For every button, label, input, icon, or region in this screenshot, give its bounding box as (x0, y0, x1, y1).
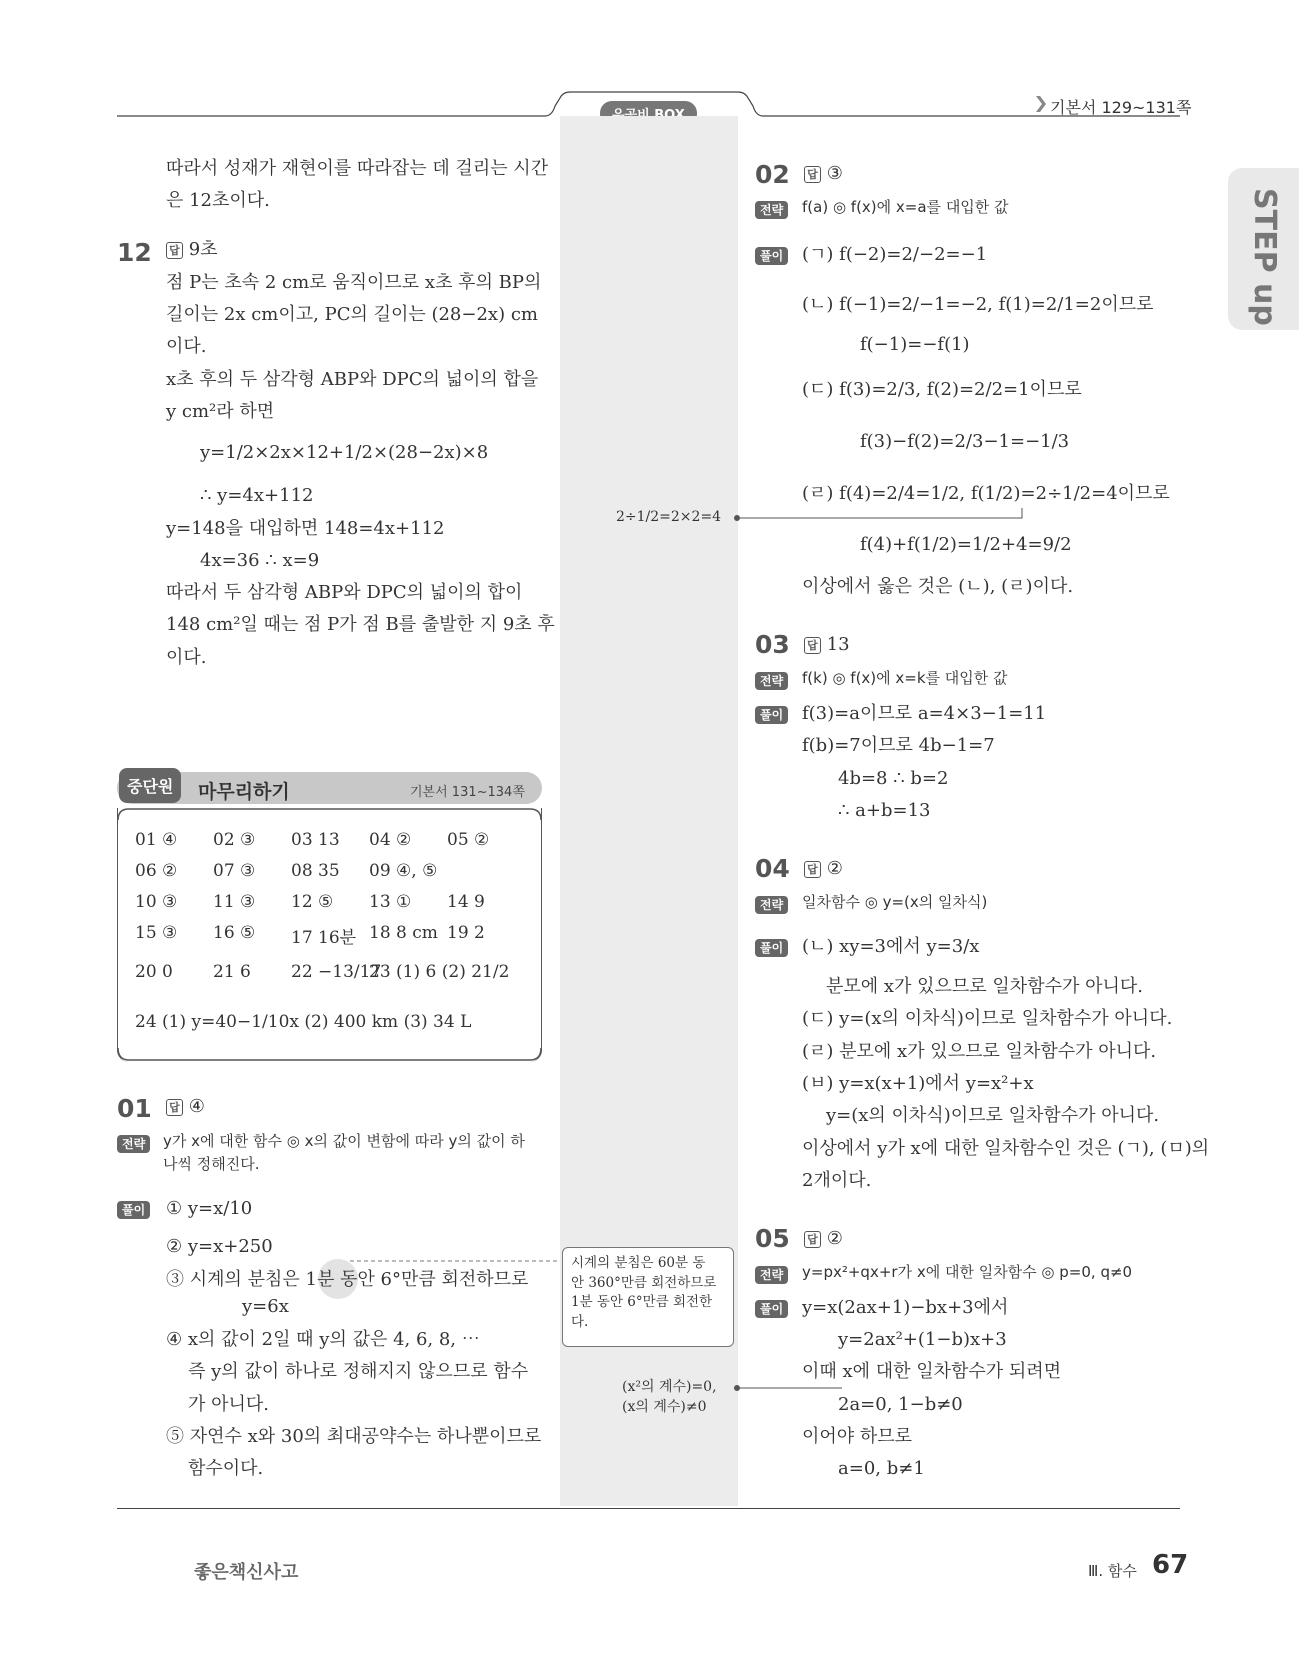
note2-leader (350, 1256, 565, 1266)
note-coef-1: (x²의 계수)=0, (622, 1379, 717, 1395)
q05-line-5: 이어야 하므로 (802, 1426, 913, 1447)
q03-answer-row (804, 636, 850, 654)
review-answer-cell: 15 ③ (135, 923, 178, 943)
q01-strategy-tag: 전략 (117, 1132, 150, 1153)
review-answer-cell: 19 2 (447, 923, 485, 943)
q05-line-6: a=0, b≠1 (838, 1458, 925, 1479)
q04-line-4: (ㄹ) 분모에 x가 있으므로 일차함수가 아니다. (802, 1041, 1157, 1062)
answer-icon: 답 (804, 1231, 821, 1248)
q02-number: 02 (755, 160, 790, 189)
review-answer-cell: 09 ④, ⑤ (369, 861, 438, 881)
header-ref: 기본서 129~131쪽 (1050, 98, 1192, 117)
q12-eq3: y=148을 대입하면 148=4x+112 (166, 518, 445, 539)
q02-line-4: (ㄷ) f(3)=2/3, f(2)=2/2=1이므로 (802, 379, 1082, 400)
q05-line-3: 이때 x에 대한 일차함수가 되려면 (802, 1361, 1062, 1382)
note-coef-2: (x의 계수)≠0 (622, 1399, 707, 1415)
step-up-tab: STEP up (1228, 168, 1299, 330)
q03-line-1: f(3)=a이므로 a=4×3−1=11 (802, 703, 1047, 724)
answer-icon: 답 (166, 242, 183, 259)
q01-answer: ④ (188, 1096, 205, 1117)
q03-strategy-tag: 전략 (755, 669, 788, 690)
q12-eq2: ∴ y=4x+112 (200, 485, 314, 506)
answer-icon: 답 (804, 637, 821, 654)
q12-answer-row (166, 241, 218, 259)
q12-concl-3: 이다. (166, 647, 207, 668)
intro-line-1: 따라서 성재가 재현이를 따라잡는 데 걸리는 시간 (166, 158, 549, 179)
q05-number: 05 (755, 1224, 790, 1253)
review-ref: 기본서 131~134쪽 (410, 785, 525, 800)
q03-strategy: f(k) ◎ f(x)에 x=k를 대입한 값 (802, 669, 1008, 687)
q02-line-6: (ㄹ) f(4)=2/4=1/2, f(1/2)=2÷1/2=4이므로 (802, 483, 1170, 504)
q05-strategy-tag: 전략 (755, 1263, 788, 1284)
q04-answer-row (804, 860, 843, 878)
q01-item-3: ③ 시계의 분침은 1분 동안 6°만큼 회전하므로 (166, 1269, 529, 1290)
page-number: 67 (1152, 1550, 1189, 1580)
review-answer-cell: 16 ⑤ (213, 923, 256, 943)
review-answer-cell: 10 ③ (135, 892, 178, 912)
q04-answer: ② (826, 858, 843, 879)
answer-icon: 답 (166, 1099, 183, 1116)
review-answer-cell: 23 (1) 6 (2) 21/2 (369, 962, 510, 982)
review-answer-cell: 22 −13/17 (291, 962, 382, 982)
q04-line-1: (ㄴ) xy=3에서 y=3/x (802, 936, 980, 957)
review-answer-cell: 04 ② (369, 830, 412, 850)
q02-strategy: f(a) ◎ f(x)에 x=a를 대입한 값 (802, 198, 1009, 216)
review-answer-cell: 24 (1) y=40−1/10x (2) 400 km (3) 34 L (135, 1012, 472, 1032)
q01-item-4c: 가 아니다. (188, 1394, 269, 1415)
q01-item-4: ④ x의 값이 2일 때 y의 값은 4, 6, 8, ⋯ (166, 1329, 480, 1350)
review-answer-cell: 02 ③ (213, 830, 256, 850)
q01-answer-row (166, 1098, 205, 1116)
review-answer-cell: 07 ③ (213, 861, 256, 881)
footer-section: Ⅲ. 함수 (1088, 1562, 1137, 1580)
q03-line-2: f(b)=7이므로 4b−1=7 (802, 735, 995, 756)
q02-line-3: f(−1)=−f(1) (860, 334, 970, 355)
q01-item-3b: y=6x (242, 1296, 289, 1317)
q05-answer: ② (826, 1228, 843, 1249)
q12-eq4: 4x=36 ∴ x=9 (200, 550, 320, 571)
q05-line-4: 2a=0, 1−b≠0 (838, 1394, 963, 1415)
q01-item-4b: 즉 y의 값이 하나로 정해지지 않으므로 함수 (188, 1361, 529, 1382)
q03-number: 03 (755, 630, 790, 659)
q04-line-8: 2개이다. (802, 1170, 872, 1191)
q05-line-2: y=2ax²+(1−b)x+3 (838, 1329, 1007, 1350)
q12-number: 12 (117, 238, 152, 267)
q01-strategy-2: 나씩 정해진다. (163, 1155, 260, 1173)
q12-line-5: y cm²라 하면 (166, 401, 275, 422)
footer-publisher: 좋은책신사고 (194, 1562, 299, 1583)
q02-answer-row (804, 165, 843, 183)
q04-line-2: 분모에 x가 있으므로 일차함수가 아니다. (826, 976, 1143, 997)
q02-line-7: f(4)+f(1/2)=1/2+4=9/2 (860, 534, 1072, 555)
note-division: 2÷1/2=2×2=4 (616, 509, 722, 525)
q02-line-8: 이상에서 옳은 것은 (ㄴ), (ㄹ)이다. (802, 576, 1074, 597)
q05-strategy: y=px²+qx+r가 x에 대한 일차함수 ◎ p=0, q≠0 (802, 1263, 1133, 1281)
q01-item-5: ⑤ 자연수 x와 30의 최대공약수는 하나뿐이므로 (166, 1426, 542, 1447)
q03-solution-tag: 풀이 (755, 703, 788, 724)
note1-leader (730, 500, 1060, 530)
footer-rule (117, 1508, 1180, 1509)
intro-line-2: 은 12초이다. (166, 190, 270, 211)
q02-line-2: (ㄴ) f(−1)=2/−1=−2, f(1)=2/1=2이므로 (802, 294, 1154, 315)
q03-line-4: ∴ a+b=13 (838, 800, 931, 821)
review-badge: 중단원 (119, 768, 181, 803)
q03-line-3: 4b=8 ∴ b=2 (838, 768, 949, 789)
q05-line-1: y=x(2ax+1)−bx+3에서 (802, 1297, 1009, 1318)
q04-strategy: 일차함수 ◎ y=(x의 일차식) (802, 893, 988, 911)
q02-line-5: f(3)−f(2)=2/3−1=−1/3 (860, 431, 1070, 452)
q04-number: 04 (755, 854, 790, 883)
q01-item-2: ② y=x+250 (166, 1236, 273, 1257)
q01-strategy-1: y가 x에 대한 함수 ◎ x의 값이 변함에 따라 y의 값이 하 (163, 1132, 525, 1150)
review-answer-cell: 05 ② (447, 830, 490, 850)
review-answer-cell: 01 ④ (135, 830, 178, 850)
review-answer-cell: 03 13 (291, 830, 340, 850)
review-answer-cell: 17 16분 (291, 928, 357, 948)
q01-number: 01 (117, 1094, 152, 1123)
answer-icon: 답 (804, 166, 821, 183)
review-answer-cell: 12 ⑤ (291, 892, 334, 912)
q12-line-4: x초 후의 두 삼각형 ABP와 DPC의 넓이의 합을 (166, 369, 539, 390)
review-answer-cell: 21 6 (213, 962, 251, 982)
q01-item-1: ① y=x/10 (166, 1198, 253, 1219)
q04-line-3: (ㄷ) y=(x의 이차식)이므로 일차함수가 아니다. (802, 1008, 1173, 1029)
q03-answer: 13 (826, 634, 850, 655)
q05-answer-row (804, 1230, 843, 1248)
review-title: 마무리하기 (198, 781, 290, 803)
q05-solution-tag: 풀이 (755, 1297, 788, 1318)
q04-line-6: y=(x의 이차식)이므로 일차함수가 아니다. (826, 1105, 1160, 1126)
q02-strategy-tag: 전략 (755, 198, 788, 219)
q12-concl-1: 따라서 두 삼각형 ABP와 DPC의 넓이의 합이 (166, 582, 523, 603)
q12-eq1: y=1/2×2x×12+1/2×(28−2x)×8 (200, 442, 489, 463)
q02-line-1: (ㄱ) f(−2)=2/−2=−1 (802, 244, 988, 265)
review-answer-cell: 06 ② (135, 861, 178, 881)
q02-answer: ③ (826, 163, 843, 184)
note-clock: 시계의 분침은 60분 동 안 360°만큼 회전하므로 1분 동안 6°만큼 회전한 다. (562, 1247, 734, 1347)
q04-strategy-tag: 전략 (755, 893, 788, 914)
q01-solution-tag: 풀이 (117, 1198, 150, 1219)
q04-line-5: (ㅂ) y=x(x+1)에서 y=x²+x (802, 1073, 1034, 1094)
q12-line-3: 이다. (166, 336, 207, 357)
q04-solution-tag: 풀이 (755, 936, 788, 957)
q02-solution-tag: 풀이 (755, 244, 788, 265)
q12-answer: 9초 (188, 239, 218, 260)
review-answer-cell: 08 35 (291, 861, 340, 881)
q12-line-2: 길이는 2x cm이고, PC의 길이는 (28−2x) cm (166, 304, 538, 325)
review-answer-cell: 18 8 cm (369, 923, 438, 943)
answer-icon: 답 (804, 861, 821, 878)
q01-item-5b: 함수이다. (188, 1458, 264, 1479)
q12-line-1: 점 P는 초속 2 cm로 움직이므로 x초 후의 BP의 (166, 272, 542, 293)
review-answer-cell: 11 ③ (213, 892, 256, 912)
q04-line-7: 이상에서 y가 x에 대한 일차함수인 것은 (ㄱ), (ㅁ)의 (802, 1138, 1210, 1159)
review-answer-cell: 20 0 (135, 962, 173, 982)
review-answer-cell: 14 9 (447, 892, 485, 912)
review-answer-cell: 13 ① (369, 892, 412, 912)
q12-concl-2: 148 cm²일 때는 점 P가 점 B를 출발한 지 9초 후 (166, 614, 555, 635)
